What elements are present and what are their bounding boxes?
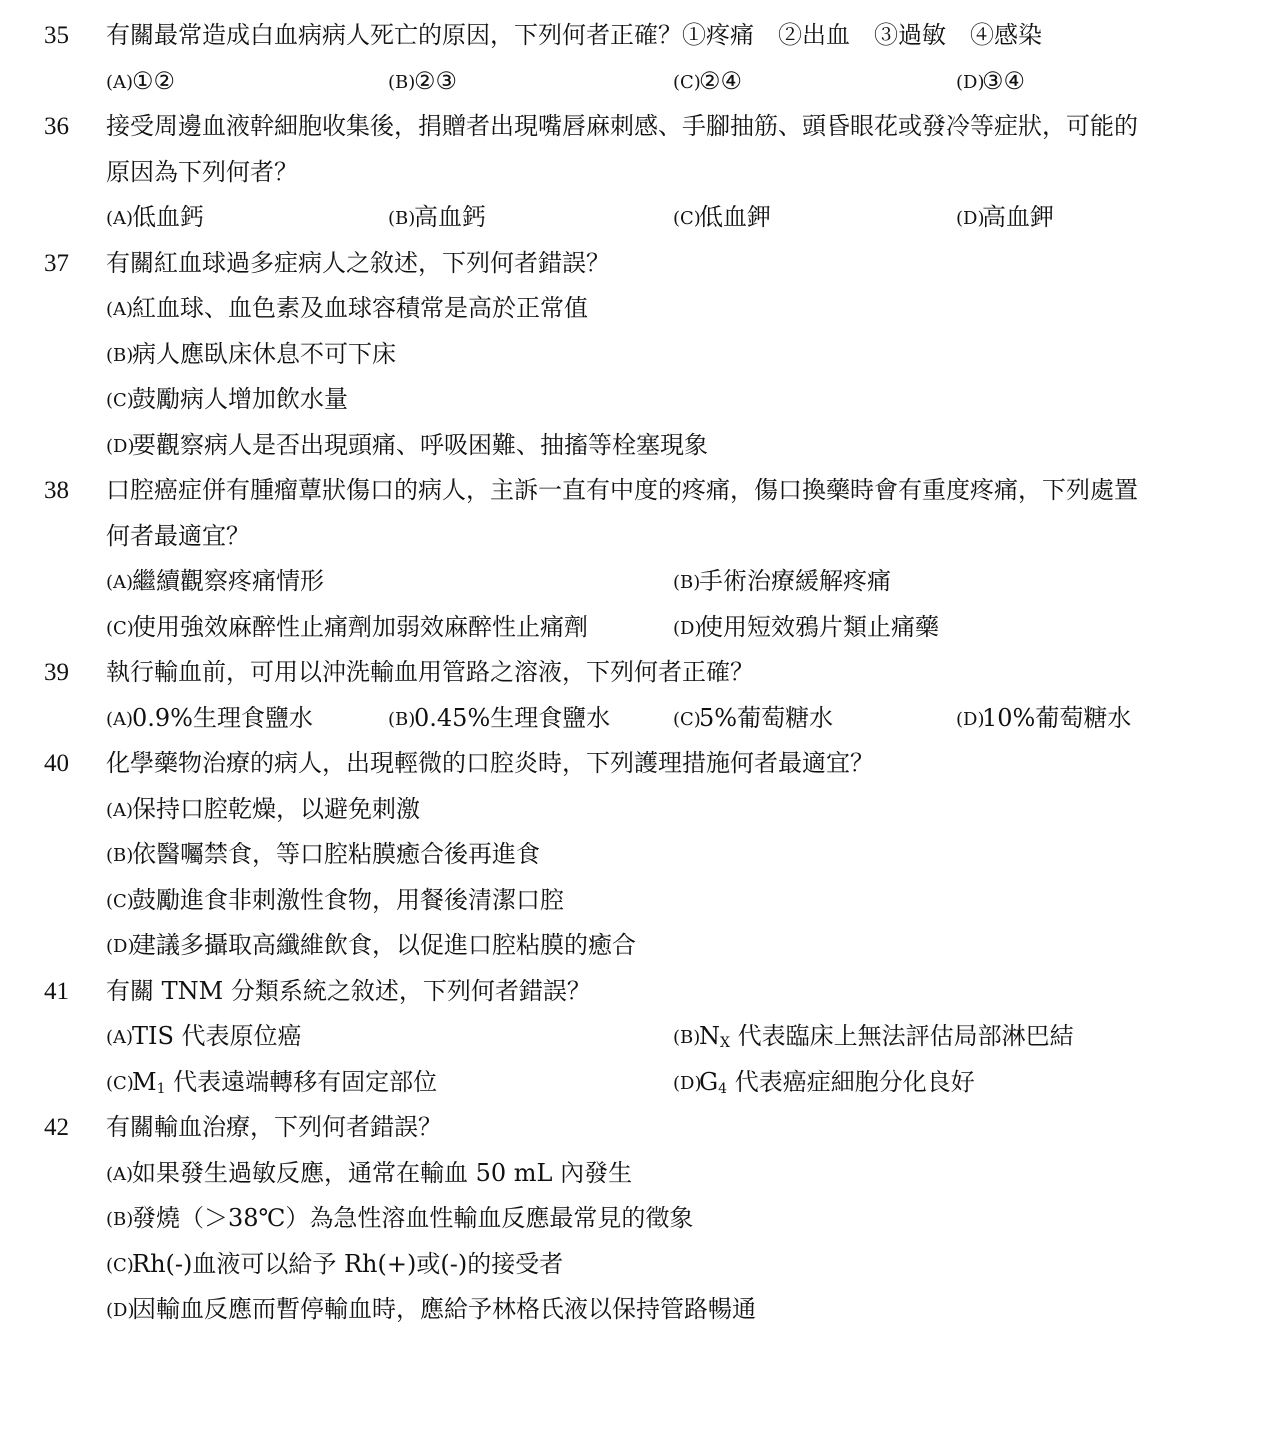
option-text: 高血鉀 [982, 203, 1054, 231]
question-text: 有關紅血球過多症病人之敘述，下列何者錯誤？ [106, 248, 610, 277]
question-number: 40 [44, 750, 69, 777]
option-text: ②④ [699, 66, 743, 95]
option-a [106, 195, 204, 241]
question-text: 接受周邊血液幹細胞收集後，捐贈者出現嘴唇麻刺感、手腳抽筋、頭昏眼花或發冷等症狀，可能的 [106, 112, 1138, 140]
option-letter: (D) [956, 71, 985, 93]
option-letter: (A) [106, 708, 134, 730]
option-row [0, 1060, 1274, 1105]
option-letter: (C) [673, 208, 701, 229]
option-row [0, 923, 1274, 968]
option-subscript: 1 [156, 1080, 166, 1097]
option-text: 使用強效麻醉性止痛劑加弱效麻醉性止痛劑 [132, 612, 588, 641]
option-row [0, 832, 1274, 877]
question-36-line [0, 104, 1274, 149]
option-row [0, 1014, 1274, 1059]
option-letter: (D) [106, 1300, 135, 1321]
option-a [106, 1014, 302, 1060]
option-b [106, 1196, 693, 1242]
question-text: 原因為下列何者？ [106, 157, 298, 186]
option-letter: (C) [106, 890, 134, 912]
option-letter: (C) [106, 1254, 134, 1276]
option-a [106, 696, 313, 742]
option-letter: (D) [106, 435, 135, 457]
option-text: 代表臨床上無法評估局部淋巴結 [729, 1022, 1074, 1050]
question-41-line [0, 969, 1274, 1014]
option-d [956, 59, 1025, 105]
option-b [106, 332, 396, 378]
question-text: 口腔癌症併有腫瘤蕈狀傷口的病人，主訴一直有中度的疼痛，傷口換藥時會有重度疼痛，下列處置 [106, 476, 1138, 504]
option-b [673, 559, 891, 605]
option-d [673, 605, 939, 651]
option-letter: (D) [106, 936, 135, 957]
option-letter: (A) [106, 299, 134, 320]
option-row [0, 1151, 1274, 1196]
option-text: 繼續觀察疼痛情形 [132, 567, 324, 595]
option-letter: (C) [106, 390, 134, 411]
option-text: 建議多攝取高纖維飲食，以促進口腔粘膜的癒合 [132, 931, 636, 959]
question-text: 執行輸血前，可用以沖洗輸血用管路之溶液，下列何者正確？ [106, 658, 754, 686]
option-d [106, 1287, 756, 1333]
option-letter: (B) [388, 208, 416, 229]
question-42-line [0, 1105, 1274, 1150]
option-a [106, 59, 175, 105]
option-row [0, 1242, 1274, 1287]
option-text: 低血鈣 [132, 203, 204, 231]
option-letter: (B) [388, 708, 416, 730]
option-letter: (A) [106, 208, 134, 229]
option-letter: (B) [106, 845, 134, 866]
option-a [106, 559, 324, 605]
option-row [0, 286, 1274, 331]
option-a [106, 787, 420, 833]
question-38-line [0, 468, 1274, 513]
option-b [106, 832, 540, 878]
question-text: 有關輸血治療，下列何者錯誤？ [106, 1113, 442, 1141]
question-text: 何者最適宜？ [106, 521, 250, 550]
option-b [388, 59, 457, 105]
option-letter: (A) [106, 71, 134, 93]
option-letter: (C) [106, 1072, 134, 1094]
option-text: 如果發生過敏反應，通常在輸血 50 mL 內發生 [132, 1158, 633, 1187]
question-number: 35 [44, 22, 69, 49]
option-row [0, 377, 1274, 422]
option-letter: (D) [673, 1072, 702, 1094]
option-letter: (B) [673, 1027, 701, 1048]
question-number: 36 [44, 113, 69, 140]
option-text: 高血鈣 [414, 203, 486, 231]
option-letter: (C) [673, 708, 701, 730]
option-text: ①② [132, 66, 176, 95]
option-c [106, 1060, 437, 1112]
option-text: N [699, 1022, 720, 1050]
option-text: ②③ [414, 66, 458, 95]
question-number: 42 [44, 1114, 69, 1141]
option-row [0, 423, 1274, 468]
question-text: 有關 TNM 分類系統之敘述，下列何者錯誤？ [106, 976, 591, 1005]
option-letter: (A) [106, 572, 134, 593]
option-letter: (B) [106, 344, 134, 366]
option-text: M [132, 1067, 157, 1096]
option-letter: (B) [106, 1209, 134, 1230]
question-35-line [0, 13, 1274, 58]
option-row [0, 878, 1274, 923]
option-letter: (A) [106, 799, 134, 821]
option-text: TIS 代表原位癌 [132, 1022, 302, 1050]
option-c [106, 1242, 563, 1288]
question-number: 37 [44, 249, 69, 277]
option-text: 低血鉀 [699, 203, 771, 231]
question-40-line [0, 741, 1274, 786]
option-text: 使用短效鴉片類止痛藥 [699, 612, 939, 641]
option-text: 代表癌症細胞分化良好 [727, 1067, 975, 1096]
option-letter: (C) [106, 617, 134, 639]
option-text: 保持口腔乾燥，以避免刺激 [132, 794, 420, 823]
option-text: 鼓勵病人增加飲水量 [132, 385, 348, 413]
option-row [0, 787, 1274, 832]
option-a [106, 1151, 632, 1197]
option-d [106, 923, 636, 969]
option-row [0, 696, 1274, 741]
question-number: 41 [44, 977, 69, 1005]
option-text: G [699, 1067, 719, 1096]
option-letter: (D) [673, 617, 702, 639]
option-letter: (D) [956, 208, 985, 229]
option-text: 手術治療緩解疼痛 [699, 567, 891, 595]
option-text: 要觀察病人是否出現頭痛、呼吸困難、抽搐等栓塞現象 [132, 430, 708, 459]
option-letter: (A) [106, 1163, 134, 1185]
option-d [956, 696, 1131, 742]
option-letter: (B) [388, 71, 416, 93]
option-text: 10%葡萄糖水 [982, 703, 1132, 732]
option-row [0, 1196, 1274, 1241]
option-row [0, 332, 1274, 377]
option-d [956, 195, 1054, 241]
option-text: 紅血球、血色素及血球容積常是高於正常值 [132, 294, 588, 322]
question-number: 38 [44, 477, 69, 504]
option-row [0, 59, 1274, 104]
option-c [106, 605, 588, 651]
option-text: Rh(-)血液可以給予 Rh(+)或(-)的接受者 [132, 1249, 564, 1278]
option-text: 依醫囑禁食，等口腔粘膜癒合後再進食 [132, 840, 540, 868]
question-number: 39 [44, 659, 69, 686]
option-text: 發燒（＞38℃）為急性溶血性輸血反應最常見的徵象 [132, 1204, 694, 1232]
option-c [673, 59, 742, 105]
option-subscript: 4 [718, 1080, 728, 1097]
option-d [673, 1060, 975, 1112]
option-text: 代表遠端轉移有固定部位 [165, 1067, 438, 1096]
option-subscript: X [720, 1035, 730, 1051]
question-37-line [0, 241, 1274, 286]
option-c [673, 195, 771, 241]
option-text: 因輸血反應而暫停輸血時，應給予林格氏液以保持管路暢通 [132, 1295, 756, 1323]
option-a [106, 286, 588, 332]
option-letter: (D) [956, 708, 985, 730]
option-letter: (A) [106, 1027, 134, 1048]
question-36-line [0, 150, 1274, 195]
option-d [106, 423, 708, 469]
option-text: 0.9%生理食鹽水 [132, 703, 313, 732]
option-text: 5%葡萄糖水 [699, 703, 834, 732]
question-text: 有關最常造成白血病病人死亡的原因，下列何者正確？①疼痛 ②出血 ③過敏 ④感染 [106, 21, 1042, 49]
option-text: ③④ [982, 66, 1026, 95]
question-39-line [0, 650, 1274, 695]
option-row [0, 559, 1274, 604]
question-38-line [0, 514, 1274, 559]
option-b [388, 195, 486, 241]
option-row [0, 605, 1274, 650]
option-b [388, 696, 610, 742]
option-b [673, 1014, 1074, 1066]
option-c [673, 696, 833, 742]
option-c [106, 878, 564, 924]
option-letter: (B) [673, 572, 701, 593]
option-c [106, 377, 348, 423]
option-text: 0.45%生理食鹽水 [414, 703, 611, 732]
option-text: 鼓勵進食非刺激性食物，用餐後清潔口腔 [132, 885, 564, 914]
option-letter: (C) [673, 71, 701, 93]
question-text: 化學藥物治療的病人，出現輕微的口腔炎時，下列護理措施何者最適宜？ [106, 749, 874, 777]
option-text: 病人應臥床休息不可下床 [132, 339, 396, 368]
option-row [0, 195, 1274, 240]
option-row [0, 1287, 1274, 1332]
